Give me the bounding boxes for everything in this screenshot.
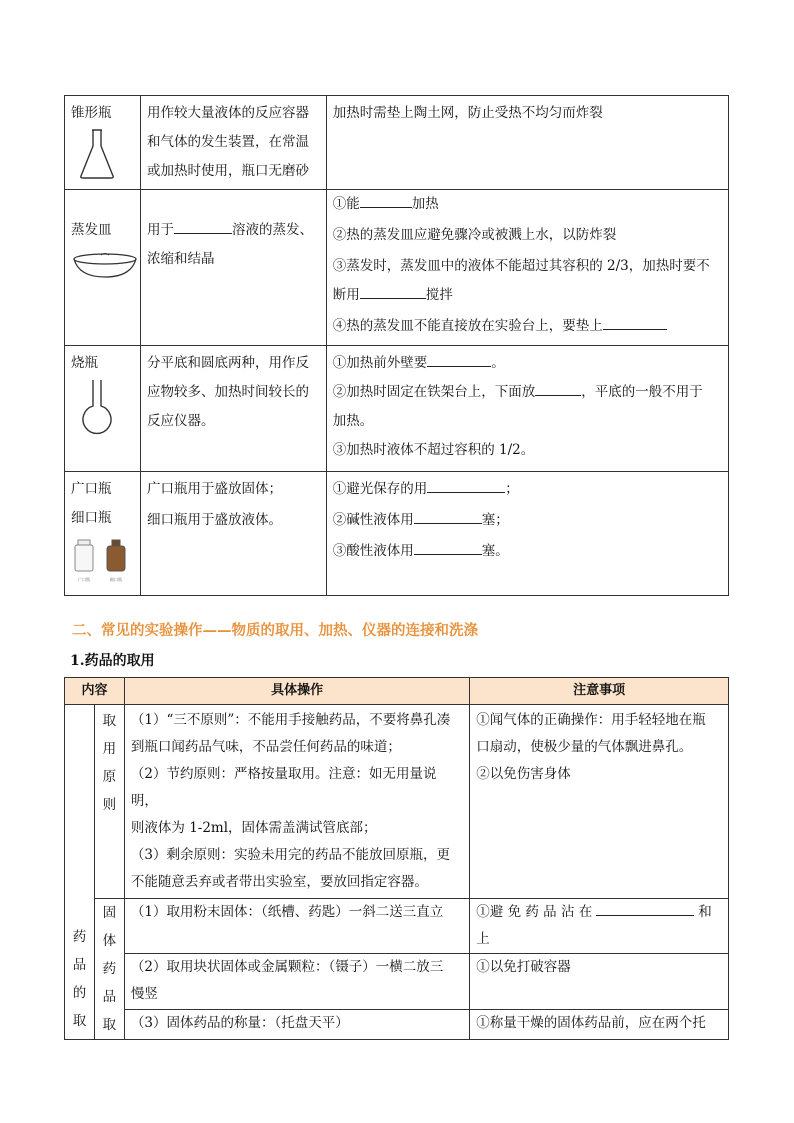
section-title: 二、常见的实验操作——物质的取用、加热、仪器的连接和洗涤 — [72, 622, 478, 639]
evaporating-dish-icon — [71, 251, 139, 281]
table-row — [65, 705, 729, 899]
note-text: 加热 — [411, 196, 439, 212]
row-label-char: 固 — [102, 905, 117, 921]
column-header: 内容 — [65, 678, 125, 705]
note-text: ③蒸发时，蒸发皿中的液体不能超过其容积的 2/3，加热时要不 — [332, 258, 710, 274]
row-label-char: 药 — [102, 961, 117, 977]
note-text: ①避光保存的用 — [332, 481, 428, 497]
group-label-char: 的 — [72, 984, 87, 1001]
operation-text: （3）固体药品的称量：（托盘天平） — [130, 1014, 349, 1031]
note-text: ①闻气体的正确操作：用手轻轻地在瓶 — [476, 712, 706, 728]
usage-text: 或加热时使用，瓶口无磨砂 — [146, 163, 309, 179]
note-text: 加热时需垫上陶土网，防止受热不均匀而炸裂 — [332, 105, 603, 121]
fill-blank[interactable] — [414, 540, 482, 555]
operation-text: （3）剩余原则：实验未用完的药品不能放回原瓶，更 — [130, 847, 450, 863]
operation-text: 则液体为 1-2ml，固体需盖满试管底部； — [130, 820, 377, 836]
bottle-label: 细口瓶 — [110, 577, 122, 582]
fill-blank[interactable] — [414, 509, 482, 524]
usage-text: 应物较多、加热时间较长的 — [146, 384, 309, 400]
fill-blank[interactable] — [535, 381, 581, 396]
fill-blank[interactable] — [360, 193, 412, 208]
table-row — [65, 472, 729, 596]
operation-text: （2）取用块状固体或金属颗粒：（镊子）一横二放三 — [130, 959, 444, 976]
usage-text: 用作较大量液体的反应容器 — [146, 105, 309, 121]
note-text: 。 — [491, 355, 505, 371]
note-text: ③加热时液体不超过容积的 1/2。 — [332, 442, 535, 458]
fill-blank[interactable] — [427, 478, 505, 493]
note-text: ③酸性液体用 — [332, 543, 414, 559]
note-text: 塞。 — [481, 543, 509, 559]
note-text: 和 — [698, 904, 712, 920]
note-text: ①以免打破容器 — [476, 959, 571, 976]
row-label-char: 取 — [102, 713, 117, 729]
fill-blank[interactable] — [174, 219, 232, 234]
fill-blank[interactable] — [596, 901, 694, 916]
instrument-name: 广口瓶 — [71, 481, 112, 497]
usage-text: 分平底和圆底两种，用作反 — [146, 355, 309, 371]
row-label-char: 品 — [102, 989, 117, 1005]
usage-text: 浓缩和结晶 — [146, 251, 215, 267]
note-text: ②碱性液体用 — [332, 512, 414, 528]
operation-text: （2）节约原则：严格按量取用。注意：如无用量说明， — [130, 766, 437, 809]
instrument-table — [64, 95, 729, 596]
usage-text: 用于 — [146, 222, 174, 238]
table-row — [65, 190, 729, 346]
note-text: ①称量干燥的固体药品前，应在两个托 — [476, 1014, 706, 1031]
reagent-handling-table — [64, 677, 729, 1040]
note-text: ②热的蒸发皿应避免骤冷或被溅上水，以防炸裂 — [332, 227, 617, 243]
group-label-char: 取 — [72, 1012, 87, 1029]
row-label-char: 原 — [102, 769, 117, 785]
operation-text: 不能随意丢弃或者带出实验室，要放回指定容器。 — [130, 874, 428, 890]
note-text: 断用 — [332, 287, 360, 303]
usage-text: 反应仪器。 — [146, 413, 215, 429]
subsection-title: 1.药品的取用 — [70, 653, 155, 669]
operation-text: 慢竖 — [130, 986, 158, 1003]
instrument-name: 烧瓶 — [71, 355, 98, 371]
table-row — [65, 96, 729, 190]
fill-blank[interactable] — [603, 315, 667, 330]
note-text: ①避 免 药 品 沾 在 — [476, 904, 593, 920]
note-text: 口扇动，使极少量的气体飘进鼻孔。 — [476, 739, 693, 755]
table-row — [65, 1009, 729, 1039]
note-text: ②加热时固定在铁架台上，下面放 — [332, 384, 536, 400]
usage-text: 广口瓶用于盛放固体； — [146, 481, 282, 497]
table-header-row — [65, 678, 729, 705]
operation-text: （1）“三不原则”：不能用手接触药品，不要将鼻孔凑 — [130, 712, 451, 728]
row-label-char: 取 — [102, 1017, 117, 1033]
instrument-name: 锥形瓶 — [71, 105, 112, 121]
note-text: ①能 — [332, 196, 360, 212]
row-label-char: 用 — [102, 741, 117, 757]
note-text: ④热的蒸发皿不能直接放在实验台上，要垫上 — [332, 318, 603, 334]
note-text: 塞； — [481, 512, 509, 528]
note-text: ①加热前外壁要 — [332, 355, 428, 371]
note-text: ； — [505, 481, 519, 497]
fill-blank[interactable] — [427, 352, 491, 367]
column-header: 具体操作 — [124, 678, 469, 705]
table-row — [65, 899, 729, 954]
reagent-bottles-icon — [73, 539, 140, 583]
note-text: 上 — [476, 931, 490, 947]
group-label-char: 药 — [72, 928, 87, 945]
note-text: ，平底的一般不用于 — [581, 384, 703, 400]
fill-blank[interactable] — [360, 284, 426, 299]
bottle-label: 广口瓶 — [78, 577, 90, 582]
note-text: 加热。 — [332, 413, 374, 429]
note-text: ②以免伤害身体 — [476, 766, 571, 782]
table-row — [65, 954, 729, 1009]
usage-text: 溶液的蒸发、 — [231, 222, 313, 238]
row-label-char: 体 — [102, 933, 117, 949]
instrument-name: 蒸发皿 — [71, 222, 112, 238]
column-header: 注意事项 — [470, 678, 729, 705]
usage-text: 细口瓶用于盛放液体。 — [146, 512, 282, 528]
round-flask-icon — [77, 378, 117, 442]
operation-text: 到瓶口闻药品气味，不品尝任何药品的味道； — [130, 739, 401, 755]
operation-text: （1）取用粉末固体：（纸槽、药匙）一斜二送三直立 — [130, 904, 444, 920]
table-row — [65, 346, 729, 472]
instrument-name: 细口瓶 — [71, 510, 112, 526]
row-label-char: 则 — [102, 797, 117, 813]
usage-text: 和气体的发生装置，在常温 — [146, 134, 309, 150]
conical-flask-icon — [77, 128, 117, 180]
note-text: 搅拌 — [425, 287, 453, 303]
group-label-char: 品 — [72, 956, 87, 973]
